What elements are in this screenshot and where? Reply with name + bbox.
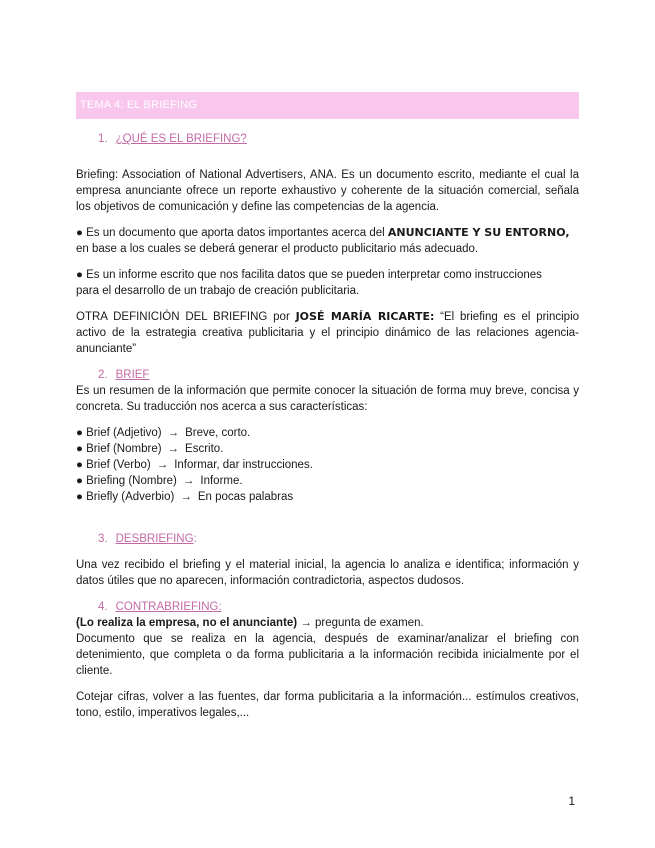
bold-text: JOSÉ MARÍA RICARTE: [295,310,435,323]
bullet-paragraph [76,225,579,257]
paragraph: Documento que se realiza en la agencia, después de examinar/analizar el briefing con detenimiento, que completa o da forma publicitaria a la información recibida inicialmente por el cliente. [76,633,579,677]
document-page [76,92,579,721]
section-label: ¿QUÉ ES EL BRIEFING? [115,133,247,145]
list-item: ● Briefly (Adverbio) → En pocas palabras [76,491,294,503]
text: en base a los cuales se deberá generar el producto publicitario más adecuado. [76,243,479,255]
paragraph: Es un resumen de la información que permite conocer la situación de forma muy breve, concisa y concreta. Su traducción nos acerca a sus características: [76,385,579,413]
bold-text: ANUNCIANTE Y SU ENTORNO, [387,226,570,239]
topic-title: TEMA 4: EL BRIEFING [76,92,579,119]
text: para el desarrollo de un trabajo de creación publicitaria. [76,285,360,297]
section-label: BRIEF [115,369,150,381]
page-number: 1 [568,794,575,808]
list-item: ● Brief (Verbo) → Informar, dar instrucciones. [76,459,313,471]
bold-text: (Lo realiza la empresa, no el anunciante) [76,617,298,629]
text: ● Es un documento que aporta datos importantes acerca del [76,227,388,239]
list-item: ● Brief (Nombre) → Escrito. [76,443,224,455]
paragraph: Una vez recibido el briefing y el material inicial, la agencia lo analiza e identifica; información y datos útiles que no aparecen, información contradictoria, aspectos dudosos. [76,559,579,587]
exam-note [76,615,579,631]
section-number: 4. [98,601,108,613]
section-heading-4 [76,599,579,615]
section-number: 2. [98,369,108,381]
list-item: ● Brief (Adjetivo) → Breve, corto. [76,427,251,439]
text: ● Es un informe escrito que nos facilita datos que se pueden interpretar como instrucciones [76,269,542,281]
text: → pregunta de examen. [297,617,424,629]
definition-paragraph [76,309,579,357]
section-label: CONTRABRIEFING: [115,601,222,613]
section-number: 1. [98,133,108,145]
bullet-paragraph [76,267,579,299]
paragraph: Cotejar cifras, volver a las fuentes, dar forma publicitaria a la información... estímulos creativos, tono, estilo, imperativos legales,... [76,691,579,719]
text: OTRA DEFINICIÓN DEL BRIEFING por [76,311,296,323]
section-label: DESBRIEFING [115,533,194,545]
section-heading-3 [76,531,579,547]
section-heading-1 [76,131,579,147]
list-item: ● Briefing (Nombre) → Informe. [76,475,243,487]
paragraph: Briefing: Association of National Advertisers, ANA. Es un documento escrito, mediante el cual la empresa anunciante ofrece un reporte exhaustivo y coherente de la situación comercial, señala los objetivos de comunicación y define las competencias de la agencia. [76,169,579,213]
section-heading-2 [76,367,579,383]
section-suffix: : [193,533,197,545]
text: “El briefing es el principio activo de la estrategia creativa publicitaria y el principio dinámico de las relaciones agencia-anunciante” [76,311,580,355]
translation-list [76,425,579,505]
section-number: 3. [98,533,108,545]
